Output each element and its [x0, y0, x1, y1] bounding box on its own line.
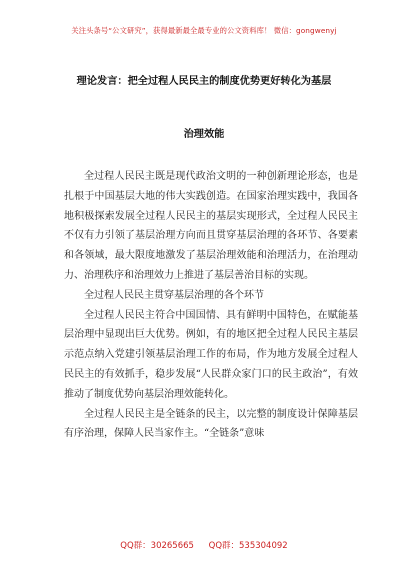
document-title-continued: 治理效能	[183, 128, 225, 140]
header-banner: 关注头条号“公文研究”，获得最新最全最专业的公文资料库！ 微信：gongwenyj	[71, 26, 337, 35]
footer-qq-group-1: QQ群：30265665	[120, 541, 194, 551]
paragraph: 全过程人民民主既是现代政治文明的一种创新理论形态，也是扎根于中国基层大地的伟大实践创造。在国家治理实践中，我国各地积极探索发展全过程人民民主的基层实现形式，全过程人民民主不仅有力引领了基层治理方向而且贯穿基层治理的各环节、各要素和各领域，最大限度地激发了基层治理效能和治理活力，在治理动力、治理秩序和治理效力上推进了基层善治目标的实现。	[64, 171, 358, 281]
section-subheading: 全过程人民民主贯穿基层治理的各个环节	[84, 289, 264, 301]
footer-qq-group-2: QQ群：535304092	[208, 541, 288, 551]
document-title: 理论发言：把全过程人民民主的制度优势更好转化为基层	[76, 75, 332, 87]
paragraph: 全过程人民民主符合中国国情、具有鲜明中国特色，在赋能基层治理中显现出巨大优势。例如，有的地区把全过程人民民主基层示范点纳入党建引领基层治理工作的布局，作为地方发展全过程人民民主的有效抓手，稳步发展“人民群众家门口的民主政治”，有效推动了制度优势向基层治理效能转化。	[64, 309, 358, 400]
document-body	[64, 167, 358, 444]
footer	[0, 539, 408, 551]
paragraph: 全过程人民民主是全链条的民主，以完整的制度设计保障基层有序治理，保障人民当家作主。“全链条”意味	[64, 408, 358, 440]
